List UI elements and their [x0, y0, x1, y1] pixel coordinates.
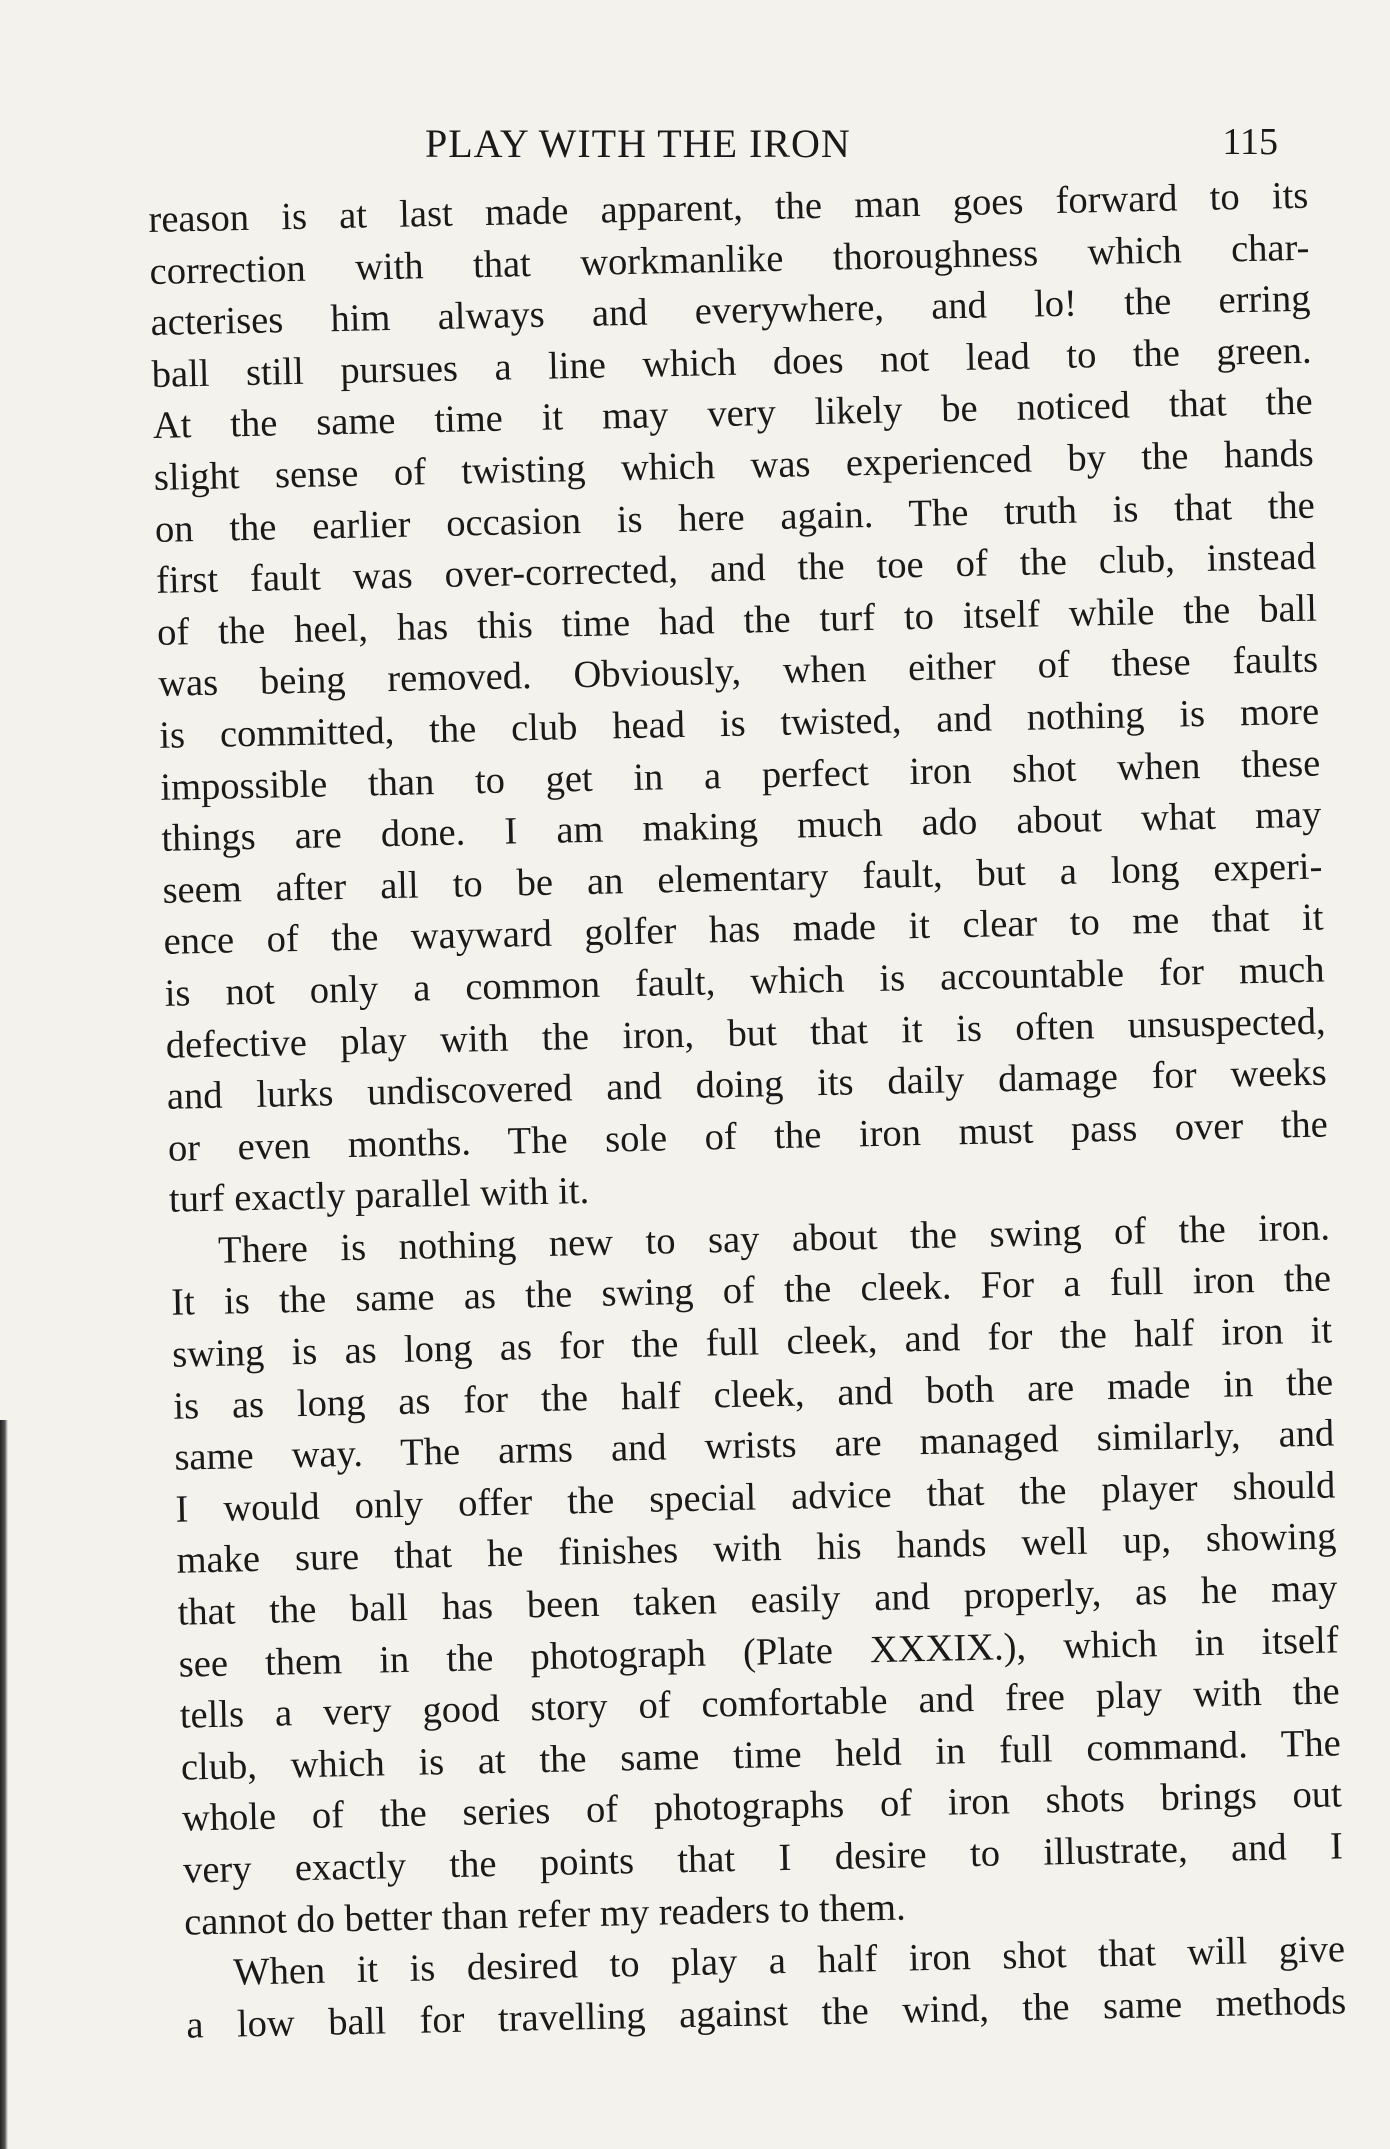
text-line: first fault was over-corrected, and the toe of the club, instead [155, 535, 1317, 603]
text-line: was being removed. Obviously, when either of these faults [157, 638, 1319, 706]
text-line: reason is at last made apparent, the man goes forward to its [148, 174, 1309, 241]
text-line: slight sense of twisting which was experienced by the hands [153, 432, 1315, 499]
text-line: whole of the series of photographs of iron shots brings out [181, 1773, 1343, 1841]
text-line: ence of the wayward golfer has made it clear to me that it [163, 896, 1324, 964]
text-line: defective play with the iron, but that it is often unsuspected, [165, 1000, 1326, 1067]
text-line: swing is as long as for the full cleek, and for the half iron it [171, 1309, 1333, 1376]
text-line: club, which is at the same time held in full command. The [180, 1722, 1342, 1789]
text-line: same way. The arms and wrists are managed similarly, and [174, 1412, 1335, 1479]
text-line: and lurks undiscovered and doing its daily damage for weeks [166, 1051, 1328, 1118]
text-line: At the same time it may very likely be noticed that the [152, 381, 1314, 448]
text-line: I would only offer the special advice that the player should [175, 1464, 1336, 1531]
text-line: is committed, the club head is twisted, and nothing is more [158, 690, 1320, 757]
text-line: or even months. The sole of the iron must pass over the [167, 1103, 1329, 1170]
text-line: It is the same as the swing of the cleek. For a full iron the [170, 1257, 1332, 1325]
text-line: seem after all to be an elementary fault, but a long experi- [162, 845, 1323, 912]
text-line: correction with that workmanlike thoroughness which char- [149, 226, 1310, 293]
text-line: tells a very good story of comfortable and free play with the [179, 1670, 1341, 1737]
page-binding-shadow [0, 1420, 8, 2149]
text-line: a low ball for travelling against the wind, the same methods [185, 1980, 1347, 2047]
text-line: impossible than to get in a perfect iron shot when these [159, 742, 1321, 809]
text-line: things are done. I am making much ado about what may [161, 793, 1322, 860]
paragraph-end-line: turf exactly parallel with it. [168, 1170, 590, 1222]
body-text [148, 171, 1347, 2052]
text-line: very exactly the points that I desire to illustrate, and I [182, 1825, 1344, 1892]
paragraph-end-line: cannot do better than refer my readers to them. [183, 1886, 907, 1944]
chapter-title: PLAY WITH THE IRON [425, 121, 851, 166]
paragraph-start-line: There is nothing new to say about the swing of the iron. [217, 1206, 1331, 1272]
text-line: of the heel, has this time had the turf to itself while the ball [156, 587, 1318, 654]
text-line: see them in the photograph (Plate XXXIX.), which in itself [178, 1619, 1339, 1686]
text-line: that the ball has been taken easily and properly, as he may [177, 1567, 1338, 1634]
running-head [150, 120, 1290, 180]
text-line: on the earlier occasion is here again. The truth is that the [154, 484, 1316, 551]
text-line: is as long as for the half cleek, and both are made in the [172, 1361, 1334, 1428]
page-number: 115 [1222, 121, 1278, 163]
text-line: make sure that he finishes with his hands well up, showing [176, 1515, 1337, 1583]
paragraph-start-line: When it is desired to play a half iron shot that will give [232, 1928, 1346, 1994]
text-line: acterises him always and everywhere, and lo! the erring [150, 277, 1311, 345]
text-line: ball still pursues a line which does not lead to the green. [151, 329, 1312, 396]
text-line: is not only a common fault, which is accountable for much [164, 948, 1325, 1015]
